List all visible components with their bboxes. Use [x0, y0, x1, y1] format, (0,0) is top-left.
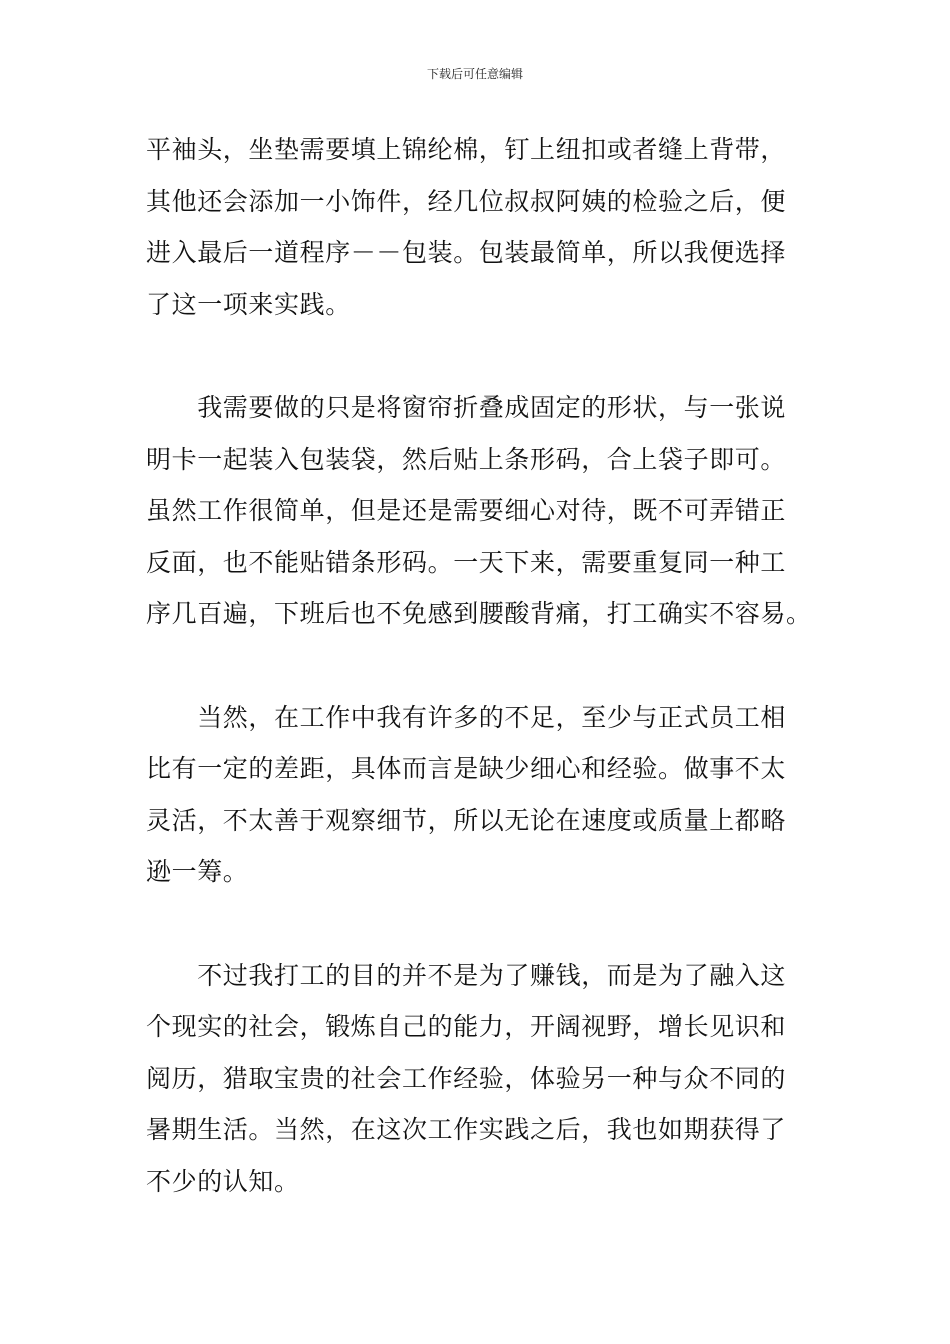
text-line: 不过我打工的目的并不是为了赚钱，而是为了融入这 — [146, 960, 787, 990]
paragraph-spacer — [146, 330, 806, 382]
text-line: 进入最后一道程序－－包装。包装最简单，所以我便选择 — [146, 238, 787, 267]
paragraph-spacer — [146, 640, 806, 692]
text-line: 灵活，不太善于观察细节，所以无论在速度或质量上都略 — [146, 805, 787, 835]
paragraph-3 — [146, 692, 806, 898]
text-line: 了这一项来实践。 — [146, 289, 351, 319]
document-body — [146, 124, 812, 1207]
text-line: 我需要做的只是将窗帘折叠成固定的形状，与一张说 — [146, 393, 787, 422]
paragraph-4 — [146, 950, 806, 1208]
text-line: 反面，也不能贴错条形码。一天下来，需要重复同一种工 — [146, 547, 787, 577]
text-line: 平袖头，坐垫需要填上锦纶棉，钉上纽扣或者缝上背带， — [146, 135, 787, 164]
paragraph-2 — [146, 382, 812, 640]
text-line: 比有一定的差距，具体而言是缺少细心和经验。做事不太 — [146, 754, 787, 783]
text-line: 虽然工作很简单，但是还是需要细心对待，既不可弄错正 — [146, 496, 787, 525]
page-header: 下载后可任意编辑 — [426, 67, 523, 81]
text-line: 逊一筹。 — [146, 857, 249, 886]
paragraph-spacer — [146, 898, 806, 950]
text-line: 序几百遍，下班后也不免感到腰酸背痛，打工确实不容易。 — [146, 599, 812, 628]
text-line: 其他还会添加一小饰件，经几位叔叔阿姨的检验之后，便 — [146, 186, 787, 216]
text-line: 暑期生活。当然，在这次工作实践之后，我也如期获得了 — [146, 1115, 787, 1144]
text-line: 明卡一起装入包装袋，然后贴上条形码，合上袋子即可。 — [146, 444, 787, 474]
text-line: 个现实的社会，锻炼自己的能力，开阔视野，增长见识和 — [146, 1012, 787, 1041]
text-line: 不少的认知。 — [146, 1166, 300, 1196]
text-line: 阅历，猎取宝贵的社会工作经验，体验另一种与众不同的 — [146, 1063, 787, 1093]
paragraph-1 — [146, 124, 806, 330]
text-line: 当然，在工作中我有许多的不足，至少与正式员工相 — [146, 702, 787, 732]
